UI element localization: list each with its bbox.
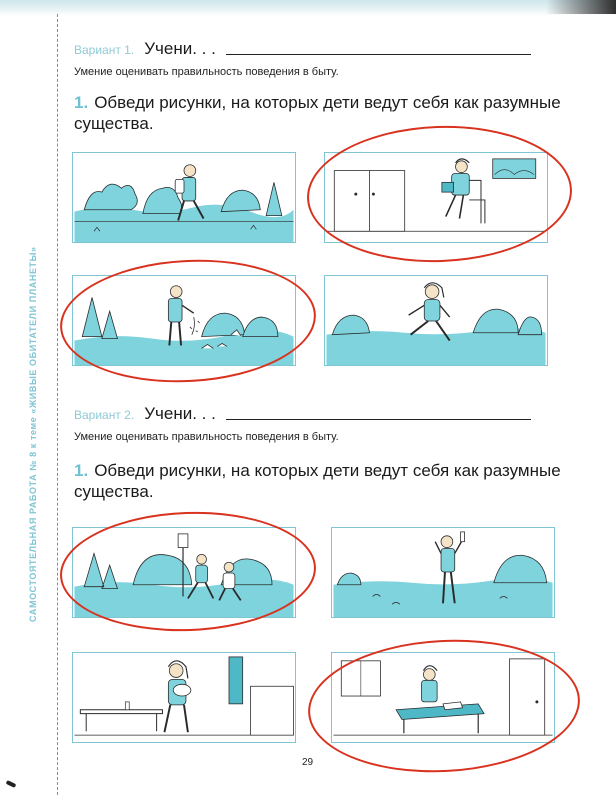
variant-1-name-line[interactable] <box>226 53 531 55</box>
variant-2-task-text: Обведи рисунки, на которых дети ведут себя как разумные существа. <box>74 461 561 501</box>
variant-2-picture-1[interactable] <box>72 527 296 618</box>
variant-1-task-number: 1. <box>74 93 89 112</box>
variant-1-picture-1[interactable] <box>72 152 296 243</box>
park-boy-feeding-birds-illustration <box>73 276 295 365</box>
park-boy-drinking-illustration <box>332 528 554 617</box>
park-girl-running-illustration <box>325 276 547 365</box>
variant-1-task <box>74 92 564 134</box>
park-children-birdhouse-illustration <box>73 528 295 617</box>
variant-1-label: Вариант 1. <box>74 43 135 57</box>
variant-2-task-number: 1. <box>74 461 89 480</box>
variant-2-picture-3[interactable] <box>72 652 296 743</box>
spine-cut-line <box>57 14 58 795</box>
corner-mark <box>6 780 17 788</box>
variant-1-student-label: Учени. . . <box>144 39 216 58</box>
variant-2-task <box>74 460 564 502</box>
variant-2-picture-2[interactable] <box>331 527 555 618</box>
variant-2-skill: Умение оценивать правильность поведения в быту. <box>74 431 339 443</box>
variant-1-skill: Умение оценивать правильность поведения в быту. <box>74 66 339 78</box>
room-girl-reading-illustration <box>325 153 547 242</box>
variant-2-picture-4[interactable] <box>331 652 555 743</box>
variant-2-student-label: Учени. . . <box>144 404 216 423</box>
room-girl-at-desk-illustration <box>332 653 554 742</box>
variant-1-task-text: Обведи рисунки, на которых дети ведут себя как разумные существа. <box>74 93 561 133</box>
page-number: 29 <box>302 757 314 768</box>
room-girl-with-baby-illustration <box>73 653 295 742</box>
spine-text: САМОСТОЯТЕЛЬНАЯ РАБОТА № 8 к теме «ЖИВЫЕ ОБИТАТЕЛИ ПЛАНЕТЫ» <box>28 246 38 622</box>
variant-1-picture-3[interactable] <box>72 275 296 366</box>
variant-1-picture-4[interactable] <box>324 275 548 366</box>
top-edge-strip <box>0 0 616 16</box>
variant-1-picture-2[interactable] <box>324 152 548 243</box>
variant-1-header <box>74 36 531 58</box>
variant-2-header <box>74 401 531 423</box>
variant-2-label: Вариант 2. <box>74 408 135 422</box>
park-boy-backpack-illustration <box>73 153 295 242</box>
variant-2-name-line[interactable] <box>226 418 531 420</box>
